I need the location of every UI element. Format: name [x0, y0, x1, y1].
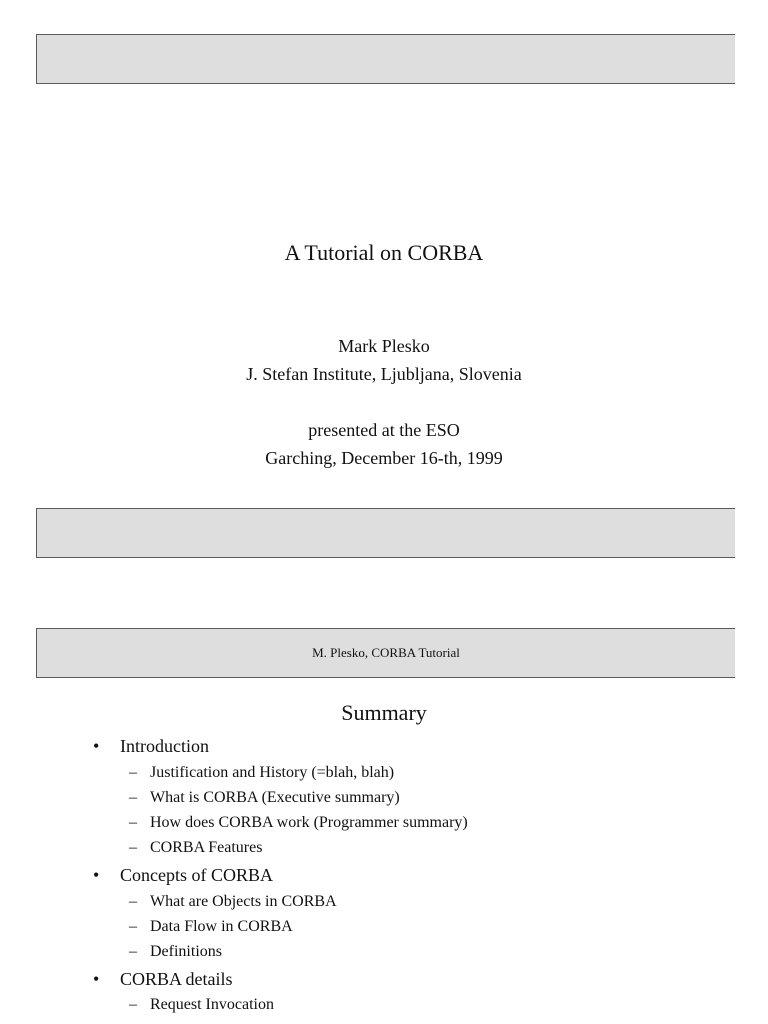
outline-subitem-label: What are Objects in CORBA	[150, 893, 337, 910]
dash-icon: –	[129, 789, 137, 806]
slide1-top-band	[36, 34, 735, 84]
outline-subitem-label: Data Flow in CORBA	[150, 918, 293, 935]
author-affiliation: J. Stefan Institute, Ljubljana, Slovenia	[246, 364, 522, 384]
presentation-date: Garching, December 16-th, 1999	[265, 448, 503, 468]
slide2-header-band	[36, 628, 735, 678]
dash-icon: –	[129, 764, 137, 781]
dash-icon: –	[129, 893, 137, 910]
dash-icon: –	[129, 918, 137, 935]
outline-item-label: Concepts of CORBA	[120, 865, 273, 885]
dash-icon: –	[129, 943, 137, 960]
slide1-bottom-band	[36, 508, 735, 558]
presentation-venue: presented at the ESO	[308, 420, 460, 440]
outline-subitem-label: CORBA Features	[150, 839, 263, 856]
outline-subitem-label: How does CORBA work (Programmer summary)	[150, 814, 468, 831]
outline-subitem-label: Definitions	[150, 943, 222, 960]
dash-icon: –	[129, 996, 137, 1013]
outline-subitem-label: What is CORBA (Executive summary)	[150, 789, 400, 806]
slide-title: A Tutorial on CORBA	[284, 240, 484, 265]
author-name: Mark Plesko	[338, 336, 430, 356]
outline-subitem-label: Request Invocation	[150, 996, 274, 1013]
outline-subitem-label: Justification and History (=blah, blah)	[150, 764, 395, 781]
slide-header-text: M. Plesko, CORBA Tutorial	[312, 645, 460, 660]
bullet-icon: •	[93, 969, 100, 989]
dash-icon: –	[129, 839, 137, 856]
dash-icon: –	[129, 814, 137, 831]
outline-item-label: Introduction	[120, 736, 209, 756]
bullet-icon: •	[93, 865, 100, 885]
summary-heading: Summary	[341, 700, 427, 725]
bullet-icon: •	[93, 736, 100, 756]
outline-item-label: CORBA details	[120, 969, 233, 989]
